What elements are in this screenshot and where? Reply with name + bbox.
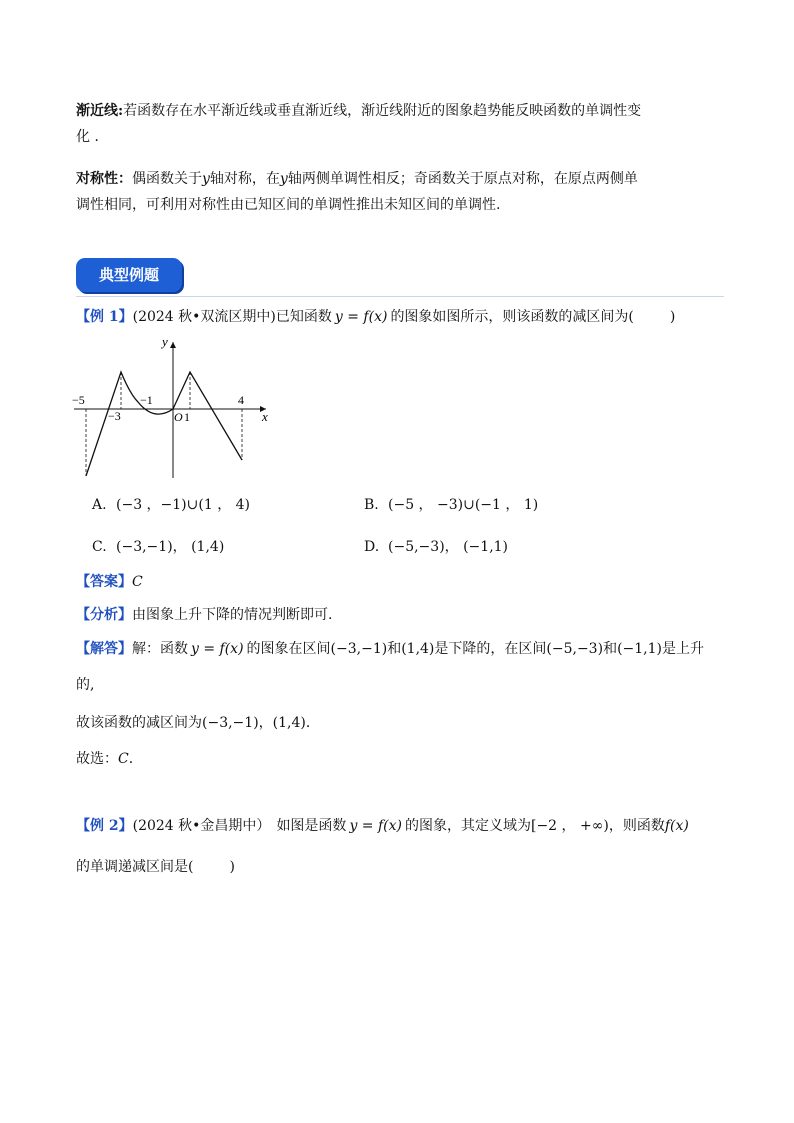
x-axis-label: x — [262, 409, 268, 424]
solution-line-3: 故该函数的减区间为(−3,−1)，(1,4)． — [76, 715, 320, 731]
symmetry-text-2: 调性相同，可利用对称性由已知区间的单调性推出未知区间的单调性. — [76, 197, 501, 213]
tick-label-four: 4 — [238, 393, 244, 407]
option-a[interactable]: A. (−3 ，−1)∪(1 ， 4) — [92, 497, 251, 513]
analysis-line: 【分析】由图象上升下降的情况判断即可. — [76, 607, 333, 623]
origin-label: O — [174, 410, 183, 424]
tick-label-neg1: −1 — [140, 393, 153, 407]
example1-function: y = f(x) — [334, 309, 388, 325]
example2-stem: 【例 2】(2024 秋•金昌期中） 如图是函数 y = f(x) 的图象，其定义域为[−2 ， +∞)，则函数f(x) — [76, 818, 689, 834]
example1-tag: 【例 1】 — [76, 309, 133, 325]
y-axis-label: y — [162, 336, 168, 349]
solution-line-2: 的, — [76, 677, 95, 693]
solution-tag: 【解答】 — [76, 641, 132, 657]
symmetry-paragraph: 对称性：偶函数关于y轴对称，在y轴两侧单调性相反；奇函数关于原点对称，在原点两侧单 调性相同，可利用对称性由已知区间的单调性推出未知区间的单调性. — [76, 171, 638, 213]
choose-line: 故选：C． — [76, 751, 143, 767]
example1-stem: 【例 1】(2024 秋•双流区期中)已知函数 y = f(x) 的图象如图所示，则该函数的减区间为( ) — [76, 309, 676, 325]
tick-label-neg3: −3 — [108, 409, 121, 423]
answer-line — [76, 571, 143, 591]
function-graph — [70, 336, 280, 482]
asymptote-term: 渐近线 — [76, 103, 118, 119]
example1-source: (2024 秋•双流区期中) — [132, 309, 276, 325]
example2-source: (2024 秋•金昌期中） — [132, 818, 271, 834]
tick-label-one: 1 — [184, 410, 190, 424]
asymptote-text-2: 化 ． — [76, 129, 109, 145]
function-curve — [86, 372, 242, 476]
analysis-tag: 【分析】 — [76, 607, 132, 623]
option-b[interactable]: B. (−5 ， −3)∪(−1 ， 1) — [364, 497, 539, 513]
example2-stem-2: 的单调递减区间是( ) — [76, 859, 235, 875]
option-d[interactable]: D. (−5,−3)， (−1,1) — [364, 539, 509, 555]
example2-tag: 【例 2】 — [76, 818, 133, 834]
symmetry-term: 对称性 — [76, 171, 118, 187]
section-badge: 典型例题 — [76, 258, 182, 292]
asymptote-paragraph: 渐近线:若函数存在水平渐近线或垂直渐近线，渐近线附近的图象趋势能反映函数的单调性变 化 ． — [76, 103, 642, 145]
asymptote-text-1: 若函数存在水平渐近线或垂直渐近线，渐近线附近的图象趋势能反映函数的单调性变 — [123, 103, 642, 119]
tick-label-neg5: −5 — [72, 393, 85, 407]
option-c[interactable]: C. (−3,−1)， (1,4) — [92, 539, 225, 555]
answer-value: C — [132, 574, 143, 590]
section-divider — [76, 296, 724, 297]
answer-tag: 【答案】 — [76, 574, 132, 590]
solution-line-1: 【解答】解：函数 y = f(x) 的图象在区间(−3,−1)和(1,4)是下降的，在区间(−5,−3)和(−1,1)是上升 — [76, 641, 704, 657]
